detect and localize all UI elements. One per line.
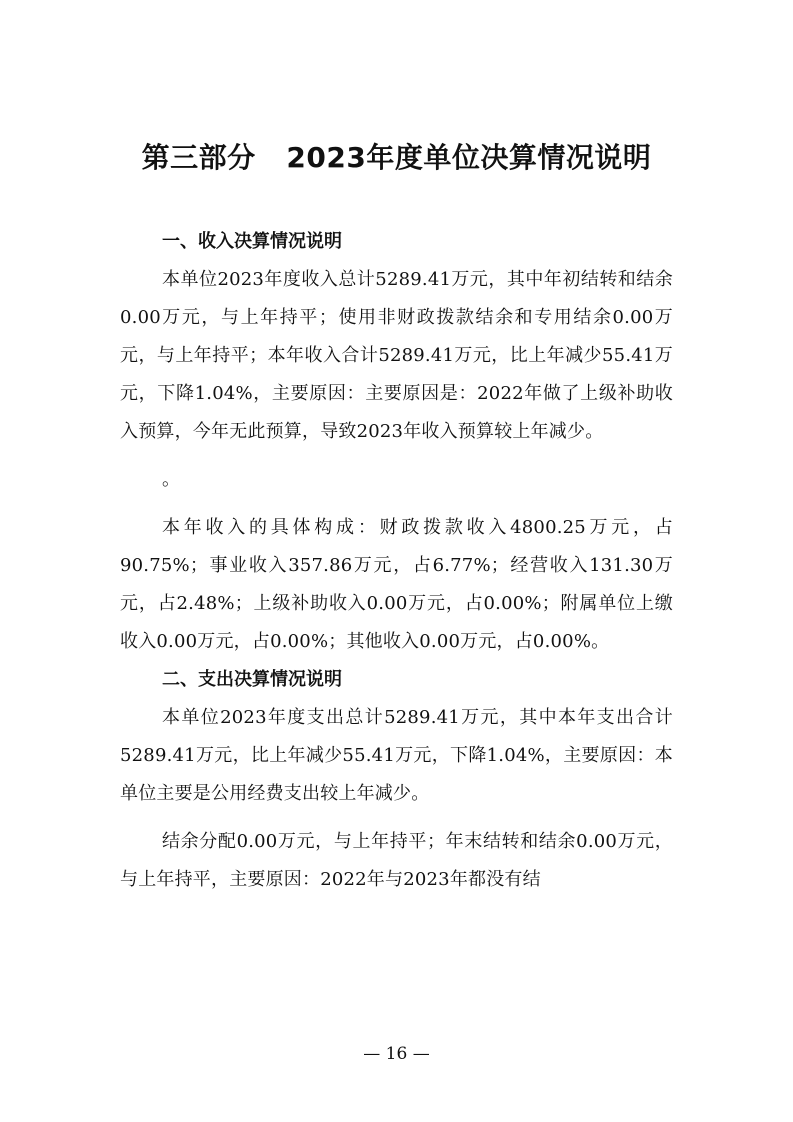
paragraph-gap [120,813,673,823]
stray-period-line: 。 [162,469,180,490]
section-heading-income: 一、收入决算情况说明 [162,231,342,252]
section-heading-expenditure: 二、支出决算情况说明 [162,669,342,690]
paragraph-gap [120,451,673,461]
income-composition-paragraph: 本年收入的具体构成：财政拨款收入4800.25万元，占90.75%；事业收入357.86万元，占6.77%；经营收入131.30万元，占2.48%；上级补助收入0.00万元，占0.00%；附属单位上缴收入0.00万元，占0.00%；其他收入0.00万元，占0.00%。 [120,517,673,652]
page-title: 第三部分 2023年度单位决算情况说明 [141,141,652,174]
balance-distribution-paragraph: 结余分配0.00万元，与上年持平；年末结转和结余0.00万元，与上年持平，主要原因：2022年与2023年都没有结 [120,831,673,890]
document-body [120,223,673,899]
expenditure-total-paragraph: 本单位2023年度支出总计5289.41万元，其中本年支出合计5289.41万元，比上年减少55.41万元，下降1.04%，主要原因：本单位主要是公用经费支出较上年减少。 [120,707,673,804]
paragraph-gap [120,499,673,509]
page-number: — 16 — [363,1044,430,1064]
income-total-paragraph: 本单位2023年度收入总计5289.41万元，其中年初结转和结余0.00万元，与上年持平；使用非财政拨款结余和专用结余0.00万元，与上年持平；本年收入合计5289.41万元，比上年减少55.41万元，下降1.04%，主要原因：主要原因是：2022年做了上级补助收入预算，今年无此预算，导致2023年收入预算较上年减少。 [120,269,673,442]
